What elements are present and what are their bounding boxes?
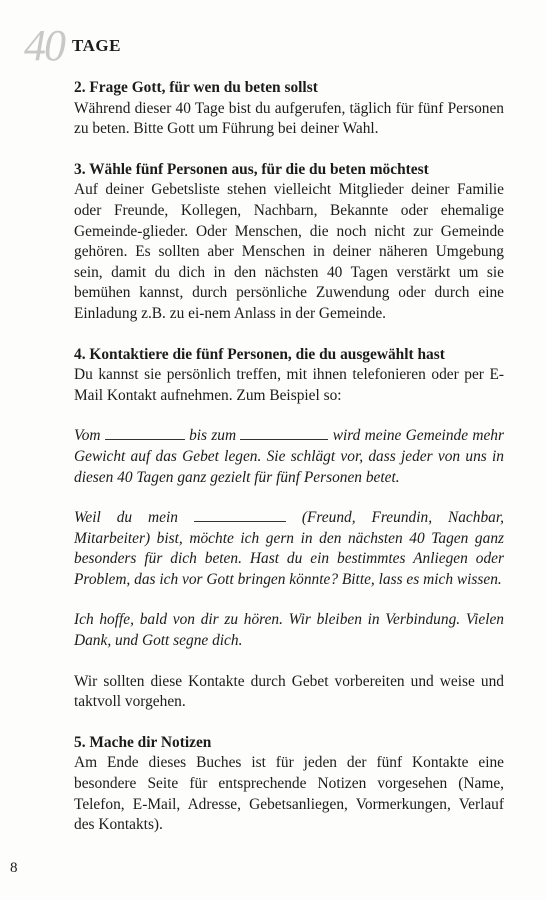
section-2-body: Während dieser 40 Tage bist du aufgerufen, täglich für fünf Personen zu beten. Bitte Gott um Führung bei deiner Wahl. (74, 99, 504, 138)
example-2-a: Weil du mein (74, 509, 178, 527)
section-5-title: 5. Mache dir Notizen (74, 733, 212, 751)
page-content (74, 78, 504, 836)
section-3-title: 3. Wähle fünf Personen aus, für die du beten möchtest (74, 160, 429, 178)
section-4-closing: Wir sollten diese Kontakte durch Gebet vorbereiten und weise und taktvoll vorgehen. (74, 672, 504, 711)
header-title: TAGE (72, 36, 121, 55)
page-number: 8 (10, 860, 18, 876)
blank-line (194, 509, 286, 522)
example-1 (74, 426, 504, 488)
section-5-body: Am Ende dieses Buches ist für jeden der fünf Kontakte eine besondere Seite für entsprechende Notizen vorgesehen (Name, Telefon, E-Mail, Adresse, Gebetsanliegen, Vormerkungen, Verlauf des Kontakts). (74, 754, 504, 834)
example-1-b: bis zum (189, 427, 237, 445)
example-2 (74, 508, 504, 590)
blank-line (240, 427, 328, 440)
example-1-c: wird meine Gemeinde mehr Gewicht auf das Gebet legen. Sie schlägt vor, dass jeder von uns in diesen 40 Tagen ganz gezielt für fünf Personen betet. (74, 427, 504, 486)
section-4-title: 4. Kontaktiere die fünf Personen, die du ausgewählt hast (74, 345, 445, 363)
section-2-title: 2. Frage Gott, für wen du beten sollst (74, 79, 318, 96)
blank-line (105, 427, 185, 440)
example-1-a: Vom (74, 427, 101, 445)
page-header (24, 21, 224, 70)
example-3: Ich hoffe, bald von dir zu hören. Wir bleiben in Verbindung. Vielen Dank, und Gott segne dich. (74, 611, 504, 650)
header-number: 40 (24, 21, 64, 70)
section-3-body: Auf deiner Gebetsliste stehen vielleicht Mitglieder deiner Familie oder Freunde, Kollegen, Nachbarn, Bekannte oder ehemalige Gemeinde-glieder. Oder Menschen, die noch nicht zur Gemeinde gehören. Es sollten aber Menschen in deiner näheren Umgebung sein, damit du dich in den nächsten 40 Tagen verstärkt um sie bemühen kannst, durch persönliche Zuwendung oder durch eine Einladung z.B. zu ei-nem Anlass in der Gemeinde. (74, 181, 504, 322)
section-4-body: Du kannst sie persönlich treffen, mit ihnen telefonieren oder per E-Mail Kontakt aufnehmen. Zum Beispiel so: (74, 366, 504, 404)
example-2-b: (Freund, Freundin, Nachbar, Mitarbeiter) bist, möchte ich gern in den nächsten 40 Tagen ganz besonders für dich beten. Hast du ein bestimmtes Anliegen oder Problem, das ich vor Gott bringen könnte? Bitte, lass es mich wissen. (74, 509, 504, 588)
